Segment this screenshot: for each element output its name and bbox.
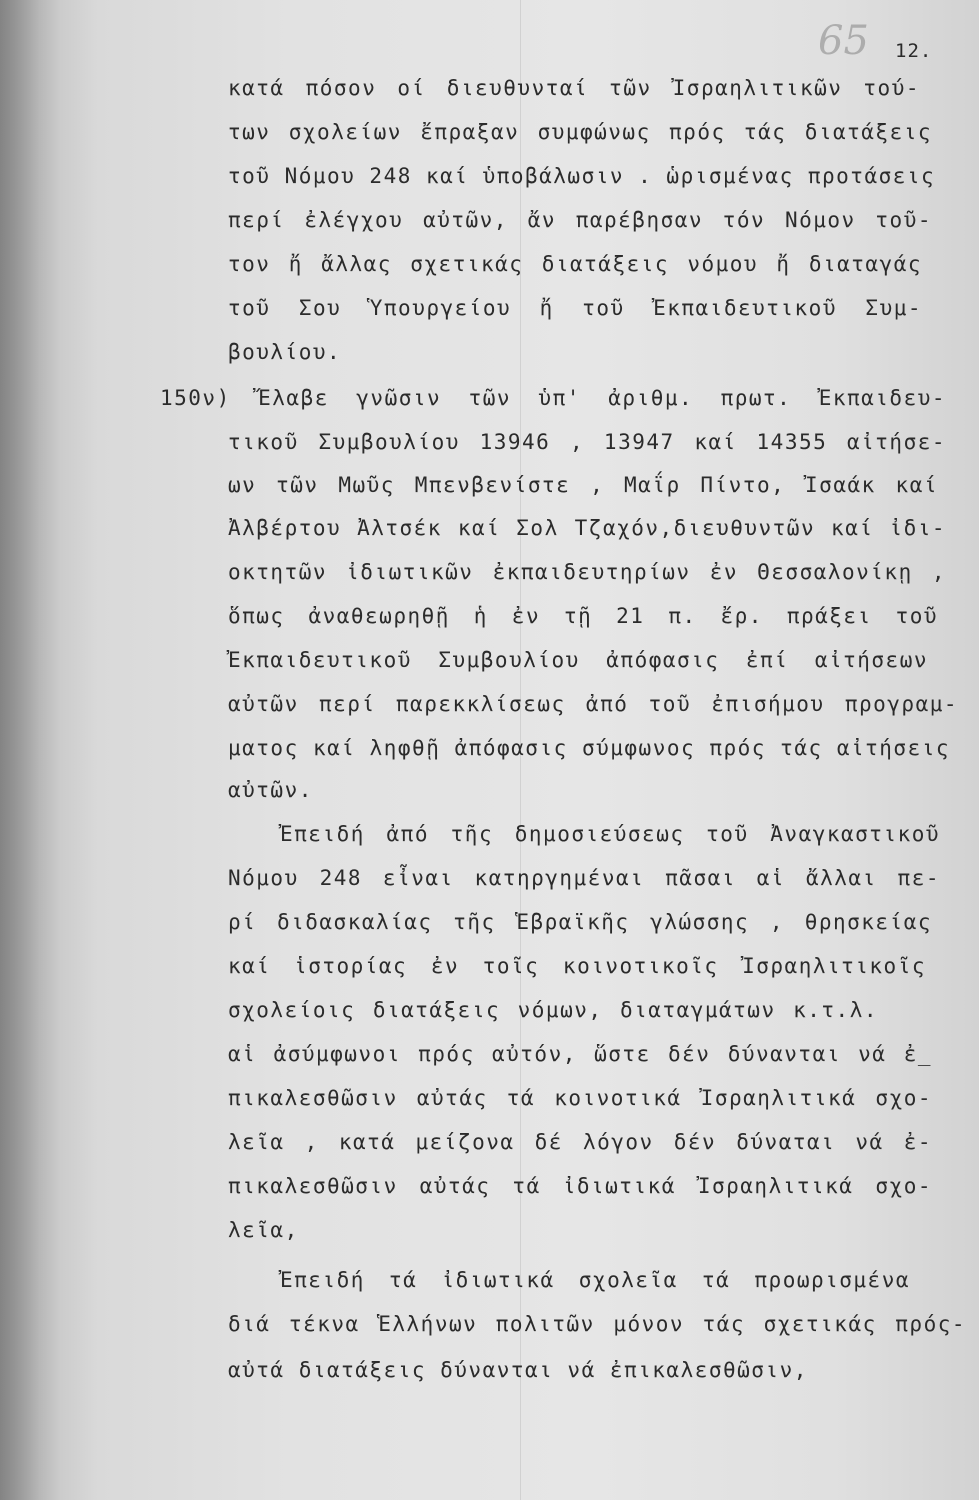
text-line: αὐτά διατάξεις δύνανται νά ἐπικαλεσθῶσιν, <box>228 1358 808 1382</box>
text-line: πικαλεσθῶσιν αὐτάς τά ἰδιωτικά Ἰσραηλιτικά σχο- <box>228 1174 932 1198</box>
text-line: βουλίου. <box>228 340 342 364</box>
text-line: λεῖα , κατά μείζονα δέ λόγον δέν δύναται νά ἐ- <box>228 1130 932 1154</box>
binding-shadow <box>0 0 60 1500</box>
text-line: τον ἤ ἄλλας σχετικάς διατάξεις νόμου ἤ διαταγάς <box>228 252 922 276</box>
text-line: Ἐπειδή ἀπό τῆς δημοσιεύσεως τοῦ Ἀναγκαστικοῦ <box>280 822 940 846</box>
text-line: ματος καί ληφθῇ ἀπόφασις σύμφωνος πρός τάς αἰτήσεις <box>228 736 950 760</box>
text-line: 150ν) Ἔλαβε γνῶσιν τῶν ὑπ' ἀριθμ. πρωτ. Ἐκπαιδευ- <box>160 386 946 410</box>
text-line: περί ἐλέγχου αὐτῶν, ἄν παρέβησαν τόν Νόμον τοῦ- <box>228 208 932 232</box>
text-line: ων τῶν Μωῦς Μπενβενίστε , Μαΐρ Πίντο, Ἰσαάκ καί <box>228 473 938 497</box>
text-line: πικαλεσθῶσιν αὐτάς τά κοινοτικά Ἰσραηλιτικά σχο- <box>228 1086 932 1110</box>
text-line: τικοῦ Συμβουλίου 13946 , 13947 καί 14355 αἰτήσε- <box>228 430 946 454</box>
text-line: ὅπως ἀναθεωρηθῇ ἡ ἐν τῇ 21 π. ἔρ. πράξει τοῦ <box>228 604 938 628</box>
text-line: Ἐπειδή τά ἰδιωτικά σχολεῖα τά προωρισμένα <box>280 1268 910 1292</box>
archive-stamp-number: 65 <box>818 18 869 64</box>
text-line: αὐτῶν. <box>228 778 313 802</box>
text-line: Ἐκπαιδευτικοῦ Συμβουλίου ἀπόφασις ἐπί αἰτήσεων <box>228 648 928 672</box>
text-line: οκτητῶν ἰδιωτικῶν ἐκπαιδευτηρίων ἐν Θεσσαλονίκῃ , <box>228 560 946 584</box>
text-line: ρί διδασκαλίας τῆς Ἑβραϊκῆς γλώσσης , θρησκείας <box>228 910 932 934</box>
text-line: Νόμου 248 εἶναι κατηργημέναι πᾶσαι αἱ ἄλλαι πε- <box>228 866 940 890</box>
text-line: αὐτῶν περί παρεκκλίσεως ἀπό τοῦ ἐπισήμου προγραμ- <box>228 692 958 716</box>
text-line: λεῖα, <box>228 1218 299 1242</box>
text-line: κατά πόσον οί διευθυνταί τῶν Ἰσραηλιτικῶν τού- <box>228 76 920 100</box>
text-line: καί ἱστορίας ἐν τοῖς κοινοτικοῖς Ἰσραηλιτικοῖς <box>228 954 926 978</box>
text-line: σχολείοις διατάξεις νόμων, διαταγμάτων κ.τ.λ. <box>228 998 878 1022</box>
text-line: αἱ ἀσύμφωνοι πρός αὐτόν, ὥστε δέν δύνανται νά ἐ_ <box>228 1042 932 1066</box>
text-line: τοῦ Νόμου 248 καί ὑποβάλωσιν . ὡρισμένας προτάσεις <box>228 164 936 188</box>
text-line: διά τέκνα Ἑλλήνων πολιτῶν μόνον τάς σχετικάς πρός- <box>228 1312 966 1336</box>
text-line: τοῦ Σου Ὑπουργείου ἤ τοῦ Ἐκπαιδευτικοῦ Συμ- <box>228 296 922 320</box>
text-line: των σχολείων ἔπραξαν συμφώνως πρός τάς διατάξεις <box>228 120 932 144</box>
page-number: 12. <box>895 40 933 62</box>
text-line: Ἀλβέρτου Ἀλτσέκ καί Σολ Τζαχόν,διευθυντῶν καί ἰδι- <box>228 516 946 540</box>
